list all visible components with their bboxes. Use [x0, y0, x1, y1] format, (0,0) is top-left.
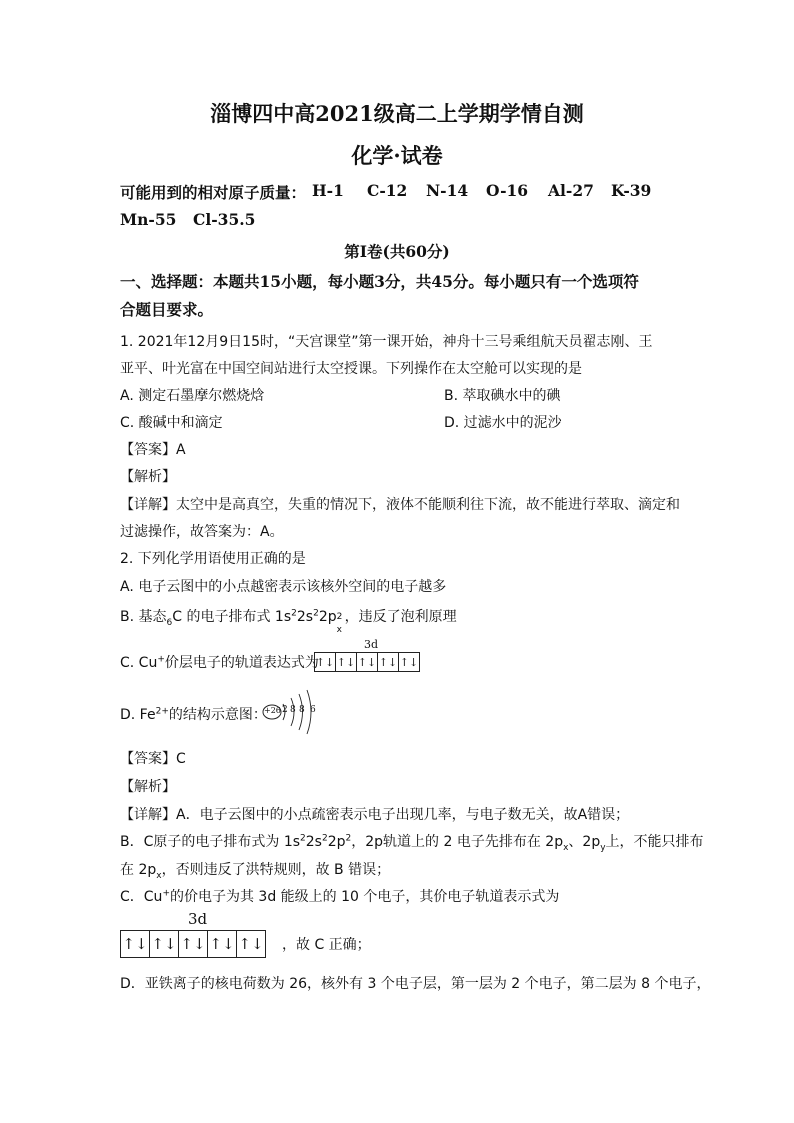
q2-detail-orbital-label: 3d	[188, 910, 208, 928]
q1-option-d: D. 过滤水中的泥沙	[444, 415, 562, 431]
atomic-mass-item: Mn-55	[120, 210, 177, 229]
ion-nucleus-label: +26	[264, 706, 281, 715]
q2-orbital-diagram	[314, 652, 420, 672]
q2-option-c: C. Cu+价层电子的轨道表达式为	[120, 654, 319, 671]
page-title: 淄博四中高2021级高二上学期学情自测	[210, 101, 584, 126]
orbital-box: ↑↓	[399, 655, 419, 669]
atomic-mass-item: K-39	[611, 181, 652, 200]
q1-detail-line2: 过滤操作，故答案为：A。	[120, 524, 284, 540]
ion-shell-count: 8	[290, 705, 296, 715]
orbital-box: ↑↓	[336, 653, 357, 671]
q1-option-b: B. 萃取碘水中的碘	[444, 388, 561, 404]
atomic-mass-label: 可能用到的相对原子质量：	[120, 183, 307, 202]
q2-analysis-label: 【解析】	[120, 779, 176, 795]
ion-shell-count: 6	[310, 705, 316, 715]
q1-stem-line1: 1. 2021年12月9日15时，“天宫课堂”第一课开始，神舟十三号乘组航天员翟志刚、王	[120, 334, 653, 350]
fe-ion-structure-diagram	[258, 688, 328, 736]
section-instruction-line2: 合题目要求。	[120, 300, 214, 319]
atomic-mass-item: N-14	[426, 181, 469, 200]
q1-stem-line2: 亚平、叶光富在中国空间站进行太空授课。下列操作在太空舱可以实现的是	[120, 361, 582, 377]
q2-detail-b-line2: 在 $2p_x$，否则违反了洪特规则，故 B 错误；	[120, 862, 391, 881]
q2-option-b: B. 基态$_6$C 的电子排布式 $1s^22s^22p$ 2 x ，违反了泡利原理	[120, 608, 457, 635]
orbital-box: ↑↓	[179, 931, 208, 957]
atomic-mass-item: Al-27	[548, 181, 594, 200]
q2-option-a: A. 电子云图中的小点越密表示该核外空间的电子越多	[120, 579, 447, 595]
ion-shell-count: 8	[299, 705, 305, 715]
orbital-box: ↑↓	[208, 931, 237, 957]
section-instruction-line1: 一、选择题：本题共15小题，每小题3分，共45分。每小题只有一个选项符	[120, 272, 639, 291]
orbital-box: ↑↓	[238, 935, 264, 953]
q2-detail-c-line1: C．Cu+的价电子为其 3d 能级上的 10 个电子，其价电子轨道表示式为	[120, 888, 560, 905]
orbital-box: ↑↓	[121, 931, 150, 957]
atomic-mass-item: C-12	[367, 181, 408, 200]
q1-analysis-label: 【解析】	[120, 469, 176, 485]
orbital-box: ↑↓	[378, 653, 399, 671]
orbital-box: ↑↓	[315, 653, 336, 671]
orbital-box: ↑↓	[150, 931, 179, 957]
q1-option-a: A. 测定石墨摩尔燃烧焓	[120, 388, 265, 404]
q2-detail-orbital-diagram	[120, 930, 266, 958]
q2-detail-c-line2: ，故 C 正确；	[282, 937, 371, 953]
q2-orbital-label: 3d	[364, 638, 379, 651]
q2-detail-b-line1: B．C原子的电子排布式为 $1s^22s^22p^2$，2p轨道上的 2 电子先排布在 $2p_x$、$2p_y$上，不能只排布	[120, 833, 704, 853]
q1-detail-line1: 【详解】太空中是高真空，失重的情况下，液体不能顺利往下流，故不能进行萃取、滴定和	[120, 497, 680, 513]
atomic-mass-item: Cl-35.5	[193, 210, 256, 229]
q1-answer: 【答案】A	[120, 442, 186, 458]
q1-option-c: C. 酸碱中和滴定	[120, 415, 223, 431]
page-subtitle: 化学·试卷	[351, 143, 443, 168]
volume-heading: 第I卷(共60分)	[344, 242, 450, 261]
orbital-box: ↑↓	[357, 653, 378, 671]
q2-option-d: D. $Fe^{2+}$的结构示意图：	[120, 706, 267, 723]
q2-stem: 2. 下列化学用语使用正确的是	[120, 551, 306, 567]
q2-answer: 【答案】C	[120, 751, 186, 767]
q2-detail-d: D．亚铁离子的核电荷数为 26，核外有 3 个电子层，第一层为 2 个电子，第二层为 8 个电子，	[120, 976, 711, 992]
atomic-mass-item: H-1	[312, 181, 344, 200]
q2-detail-a: 【详解】A．电子云图中的小点疏密表示电子出现几率，与电子数无关，故A错误；	[120, 807, 630, 823]
atomic-mass-item: O-16	[486, 181, 529, 200]
ion-shell-count: 2	[282, 705, 288, 715]
